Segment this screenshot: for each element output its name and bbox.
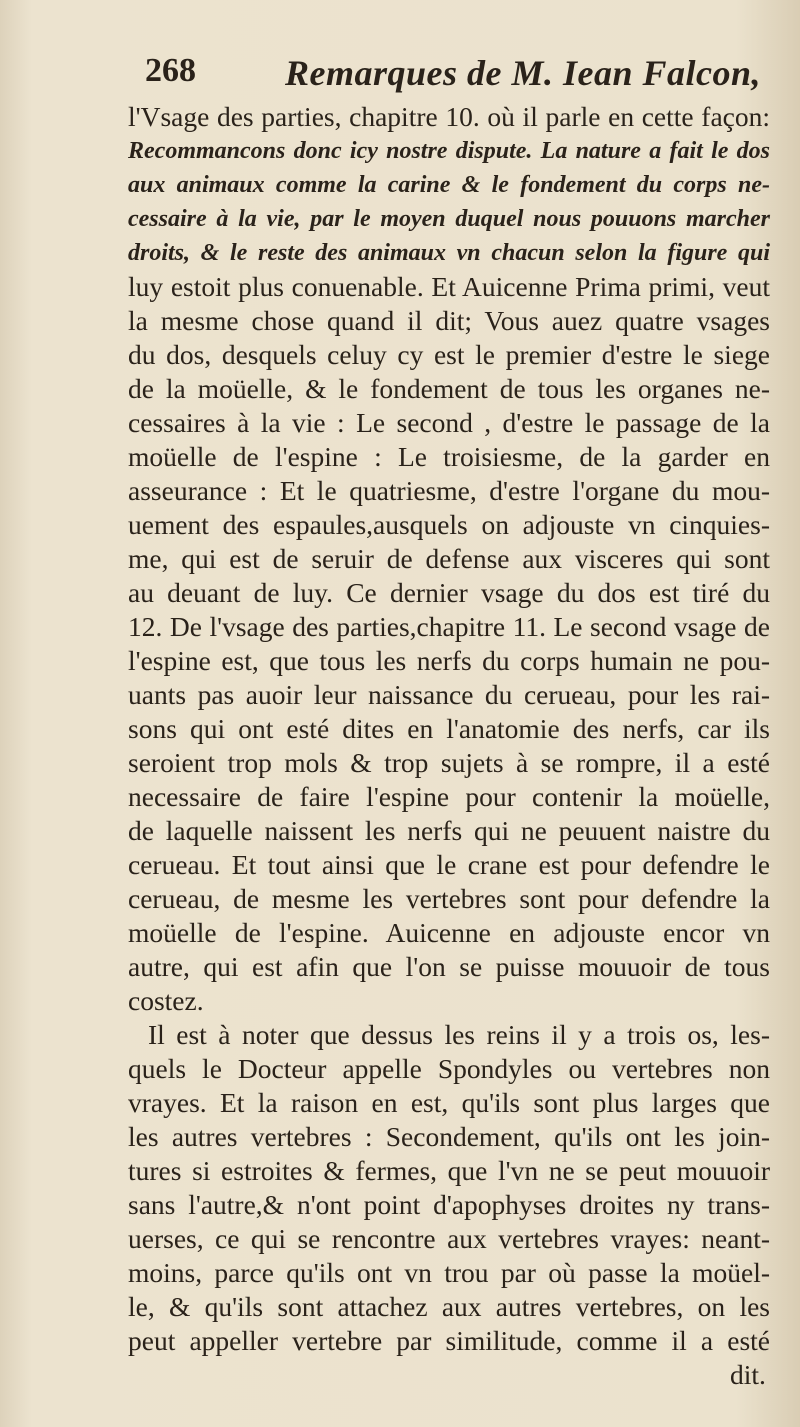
- page-number: 268: [145, 52, 196, 89]
- text-line: moüelle de l'espine. Auicenne en adjouste encor vn: [128, 917, 770, 948]
- text-line: necessaire de faire l'espine pour contenir la moüelle,: [128, 781, 770, 812]
- text-line: me, qui est de seruir de defense aux visceres qui sont: [128, 543, 770, 574]
- text-line: quels le Docteur appelle Spondyles ou vertebres non: [128, 1053, 770, 1084]
- text-line: vrayes. Et la raison en est, qu'ils sont plus larges que: [128, 1087, 770, 1118]
- text-line: tures si estroites & fermes, que l'vn ne se peut mouuoir: [128, 1155, 770, 1186]
- text-line: cerueau. Et tout ainsi que le crane est pour defendre le: [128, 849, 770, 880]
- text-line: du dos, desquels celuy cy est le premier d'estre le siege: [128, 339, 770, 370]
- running-title: Remarques de M. Iean Falcon,: [285, 53, 762, 93]
- text-line: 12. De l'vsage des parties,chapitre 11. Le second vsage de: [128, 611, 770, 642]
- text-line: cessaire à la vie, par le moyen duquel nous pouuons marcher: [128, 206, 770, 232]
- catchword: dit.: [730, 1359, 766, 1390]
- text-line: uants pas auoir leur naissance du cerueau, pour les rai-: [128, 679, 770, 710]
- text-line: moins, parce qu'ils ont vn trou par où passe la moüel-: [128, 1257, 770, 1288]
- text-line: l'Vsage des parties, chapitre 10. où il parle en cette façon:: [128, 101, 770, 132]
- text-line: seroient trop mols & trop sujets à se rompre, il a esté: [128, 747, 770, 778]
- text-line: cerueau, de mesme les vertebres sont pour defendre la: [128, 883, 770, 914]
- text-line: Il est à noter que dessus les reins il y a trois os, les-: [148, 1019, 770, 1050]
- text-line: peut appeller vertebre par similitude, comme il a esté: [128, 1325, 770, 1356]
- text-line: droits, & le reste des animaux vn chacun selon la figure qui: [128, 240, 770, 266]
- text-line: cessaires à la vie : Le second , d'estre le passage de la: [128, 407, 770, 438]
- text-line: les autres vertebres : Secondement, qu'ils ont les join-: [128, 1121, 770, 1152]
- text-line: asseurance : Et le quatriesme, d'estre l'organe du mou-: [128, 475, 770, 506]
- text-line: au deuant de luy. Ce dernier vsage du dos est tiré du: [128, 577, 770, 608]
- text-line: moüelle de l'espine : Le troisiesme, de la garder en: [128, 441, 770, 472]
- text-line: sans l'autre,& n'ont point d'apophyses droites ny trans-: [128, 1189, 770, 1220]
- page-header: [145, 52, 770, 100]
- text-line: la mesme chose quand il dit; Vous auez quatre vsages: [128, 305, 770, 336]
- text-line: sons qui ont esté dites en l'anatomie des nerfs, car ils: [128, 713, 770, 744]
- text-line: Recommancons donc icy nostre dispute. La nature a fait le dos: [128, 138, 770, 164]
- text-line: de laquelle naissent les nerfs qui ne peuuent naistre du: [128, 815, 770, 846]
- text-line: autre, qui est afin que l'on se puisse mouuoir de tous: [128, 951, 770, 982]
- text-line: luy estoit plus conuenable. Et Auicenne Prima primi, veut: [128, 271, 770, 302]
- text-line: le, & qu'ils sont attachez aux autres vertebres, on les: [128, 1291, 770, 1322]
- text-line: l'espine est, que tous les nerfs du corps humain ne pou-: [128, 645, 770, 676]
- text-line: de la moüelle, & le fondement de tous les organes ne-: [128, 373, 770, 404]
- text-line: uerses, ce qui se rencontre aux vertebres vrayes: neant-: [128, 1223, 770, 1254]
- text-line: costez.: [128, 985, 204, 1016]
- text-line: aux animaux comme la carine & le fondement du corps ne-: [128, 172, 770, 198]
- text-line: uement des espaules,ausquels on adjouste vn cinquies-: [128, 509, 770, 540]
